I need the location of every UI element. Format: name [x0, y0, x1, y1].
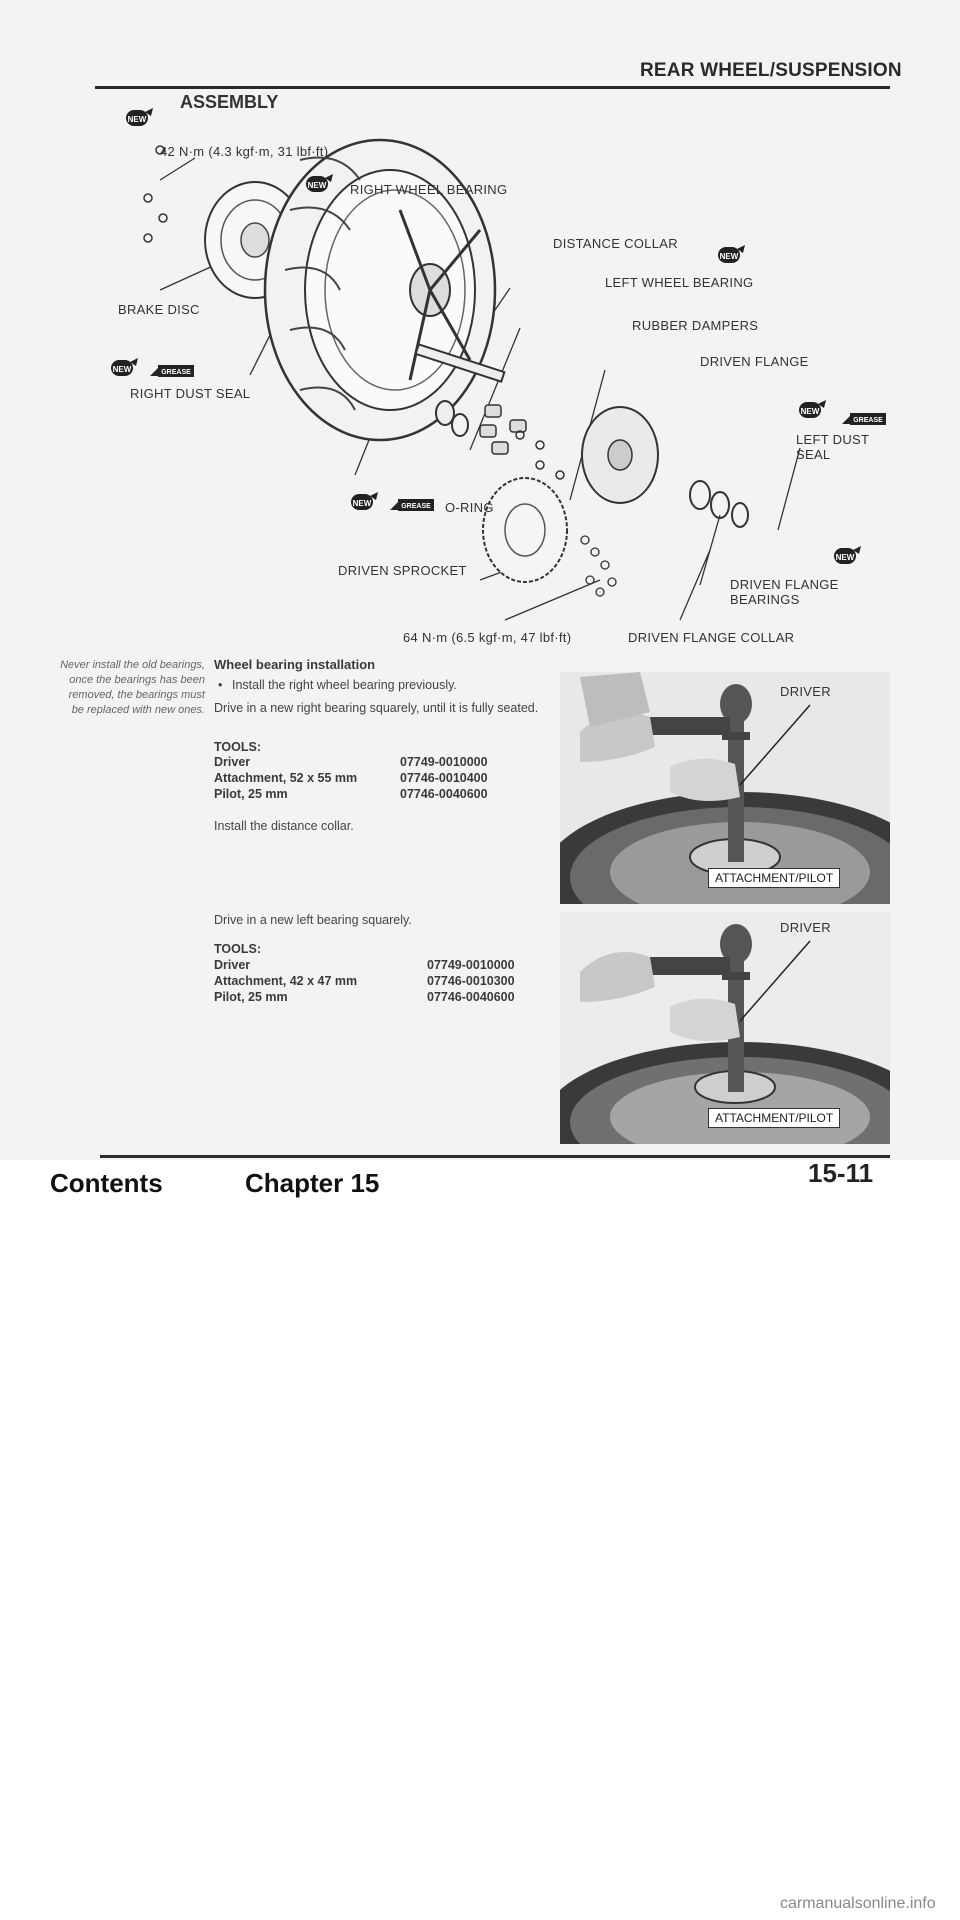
chapter-link[interactable]: Chapter 15 — [245, 1168, 380, 1198]
step-drive-right-bearing: Drive in a new right bearing squarely, until it is fully seated. — [214, 701, 539, 715]
driven-flange-collar-label: DRIVEN FLANGE COLLAR — [628, 630, 795, 645]
right-wheel-bearing-label: RIGHT WHEEL BEARING — [350, 182, 508, 197]
tool-name: Attachment, 42 x 47 mm — [214, 974, 358, 988]
new-part-icon — [350, 490, 380, 514]
rubber-dampers-drawing — [480, 405, 526, 454]
new-badge-text: NEW — [112, 365, 132, 374]
tool-name: Driver — [214, 958, 251, 972]
photo-left-bearing-install — [560, 912, 890, 1144]
section-title: ASSEMBLY — [180, 92, 279, 112]
new-badge-text: NEW — [800, 407, 820, 416]
driver-leader-line — [730, 936, 820, 1026]
left-dust-seal-label: LEFT DUST SEAL — [796, 432, 870, 462]
new-part-icon — [110, 356, 140, 380]
tool-name: Attachment, 52 x 55 mm — [214, 771, 358, 785]
tool-code: 07746-0010300 — [427, 974, 515, 988]
tool-name: Pilot, 25 mm — [214, 787, 288, 801]
rubber-dampers-label: RUBBER DAMPERS — [632, 318, 759, 333]
new-part-icon — [305, 172, 335, 196]
left-wheel-bearing-label: LEFT WHEEL BEARING — [605, 275, 754, 290]
grease-icon — [842, 410, 888, 428]
footer-rule — [100, 1155, 890, 1158]
driven-flange-label: DRIVEN FLANGE — [700, 354, 809, 369]
step-drive-left-bearing: Drive in a new left bearing squarely. — [214, 913, 412, 927]
install-right-bearing-note: Install the right wheel bearing previously. — [232, 678, 457, 692]
step-install-distance-collar: Install the distance collar. — [214, 819, 354, 833]
grease-icon — [390, 496, 436, 514]
bullet-point: • — [218, 678, 223, 692]
new-part-icon — [798, 398, 828, 422]
grease-badge-text: GREASE — [853, 417, 883, 424]
tool-code: 07749-0010000 — [400, 755, 488, 769]
new-part-icon — [717, 243, 747, 267]
driven-sprocket-drawing — [483, 478, 616, 596]
tools-label: TOOLS: — [214, 740, 261, 754]
driver-label: DRIVER — [780, 920, 831, 935]
tool-code: 07746-0040600 — [400, 787, 488, 801]
grease-badge-text: GREASE — [401, 503, 431, 510]
tool-name: Driver — [214, 755, 251, 769]
new-badge-text: NEW — [835, 553, 855, 562]
new-part-icon — [833, 544, 863, 568]
grease-icon — [150, 362, 196, 380]
driven-sprocket-label: DRIVEN SPROCKET — [338, 563, 467, 578]
brake-disc-label: BRAKE DISC — [118, 302, 200, 317]
exploded-wheel-diagram — [100, 120, 900, 640]
page-header-title: REAR WHEEL/SUSPENSION — [640, 60, 902, 81]
driver-leader-line — [730, 700, 820, 790]
driven-flange-drawing — [582, 407, 748, 527]
new-part-icon — [125, 106, 155, 130]
tool-name: Pilot, 25 mm — [214, 990, 288, 1004]
header-rule — [95, 86, 890, 89]
tool-code: 07749-0010000 — [427, 958, 515, 972]
torque-spec-bottom: 64 N·m (6.5 kgf·m, 47 lbf·ft) — [403, 630, 572, 645]
photo-right-bearing-install — [560, 672, 890, 904]
contents-link[interactable]: Contents — [50, 1168, 163, 1198]
torque-spec-top: 42 N·m (4.3 kgf·m, 31 lbf·ft) — [160, 144, 329, 159]
page-number: 15-11 — [808, 1158, 874, 1188]
tool-code: 07746-0040600 — [427, 990, 515, 1004]
o-ring-label: O-RING — [445, 500, 494, 515]
new-badge-text: NEW — [719, 252, 739, 261]
driven-flange-bearings-label: DRIVEN FLANGE BEARINGS — [730, 577, 839, 607]
driver-label: DRIVER — [780, 684, 831, 699]
tool-code: 07746-0010400 — [400, 771, 488, 785]
right-dust-seal-label: RIGHT DUST SEAL — [130, 386, 251, 401]
site-watermark: carmanualsonline.info — [780, 1895, 936, 1912]
new-badge-text: NEW — [307, 181, 327, 190]
wheel-bearing-installation-heading: Wheel bearing installation — [214, 657, 376, 672]
new-badge-text: NEW — [127, 115, 147, 124]
new-badge-text: NEW — [352, 499, 372, 508]
side-note-caution: Never install the old bearings, once the bearings has been removed, the bearings must be replaced with new ones. — [60, 659, 205, 716]
distance-collar-label: DISTANCE COLLAR — [553, 236, 678, 251]
attachment-pilot-label: ATTACHMENT/PILOT — [708, 1108, 840, 1128]
attachment-pilot-label: ATTACHMENT/PILOT — [708, 868, 840, 888]
tools-label: TOOLS: — [214, 942, 261, 956]
grease-badge-text: GREASE — [161, 369, 191, 376]
